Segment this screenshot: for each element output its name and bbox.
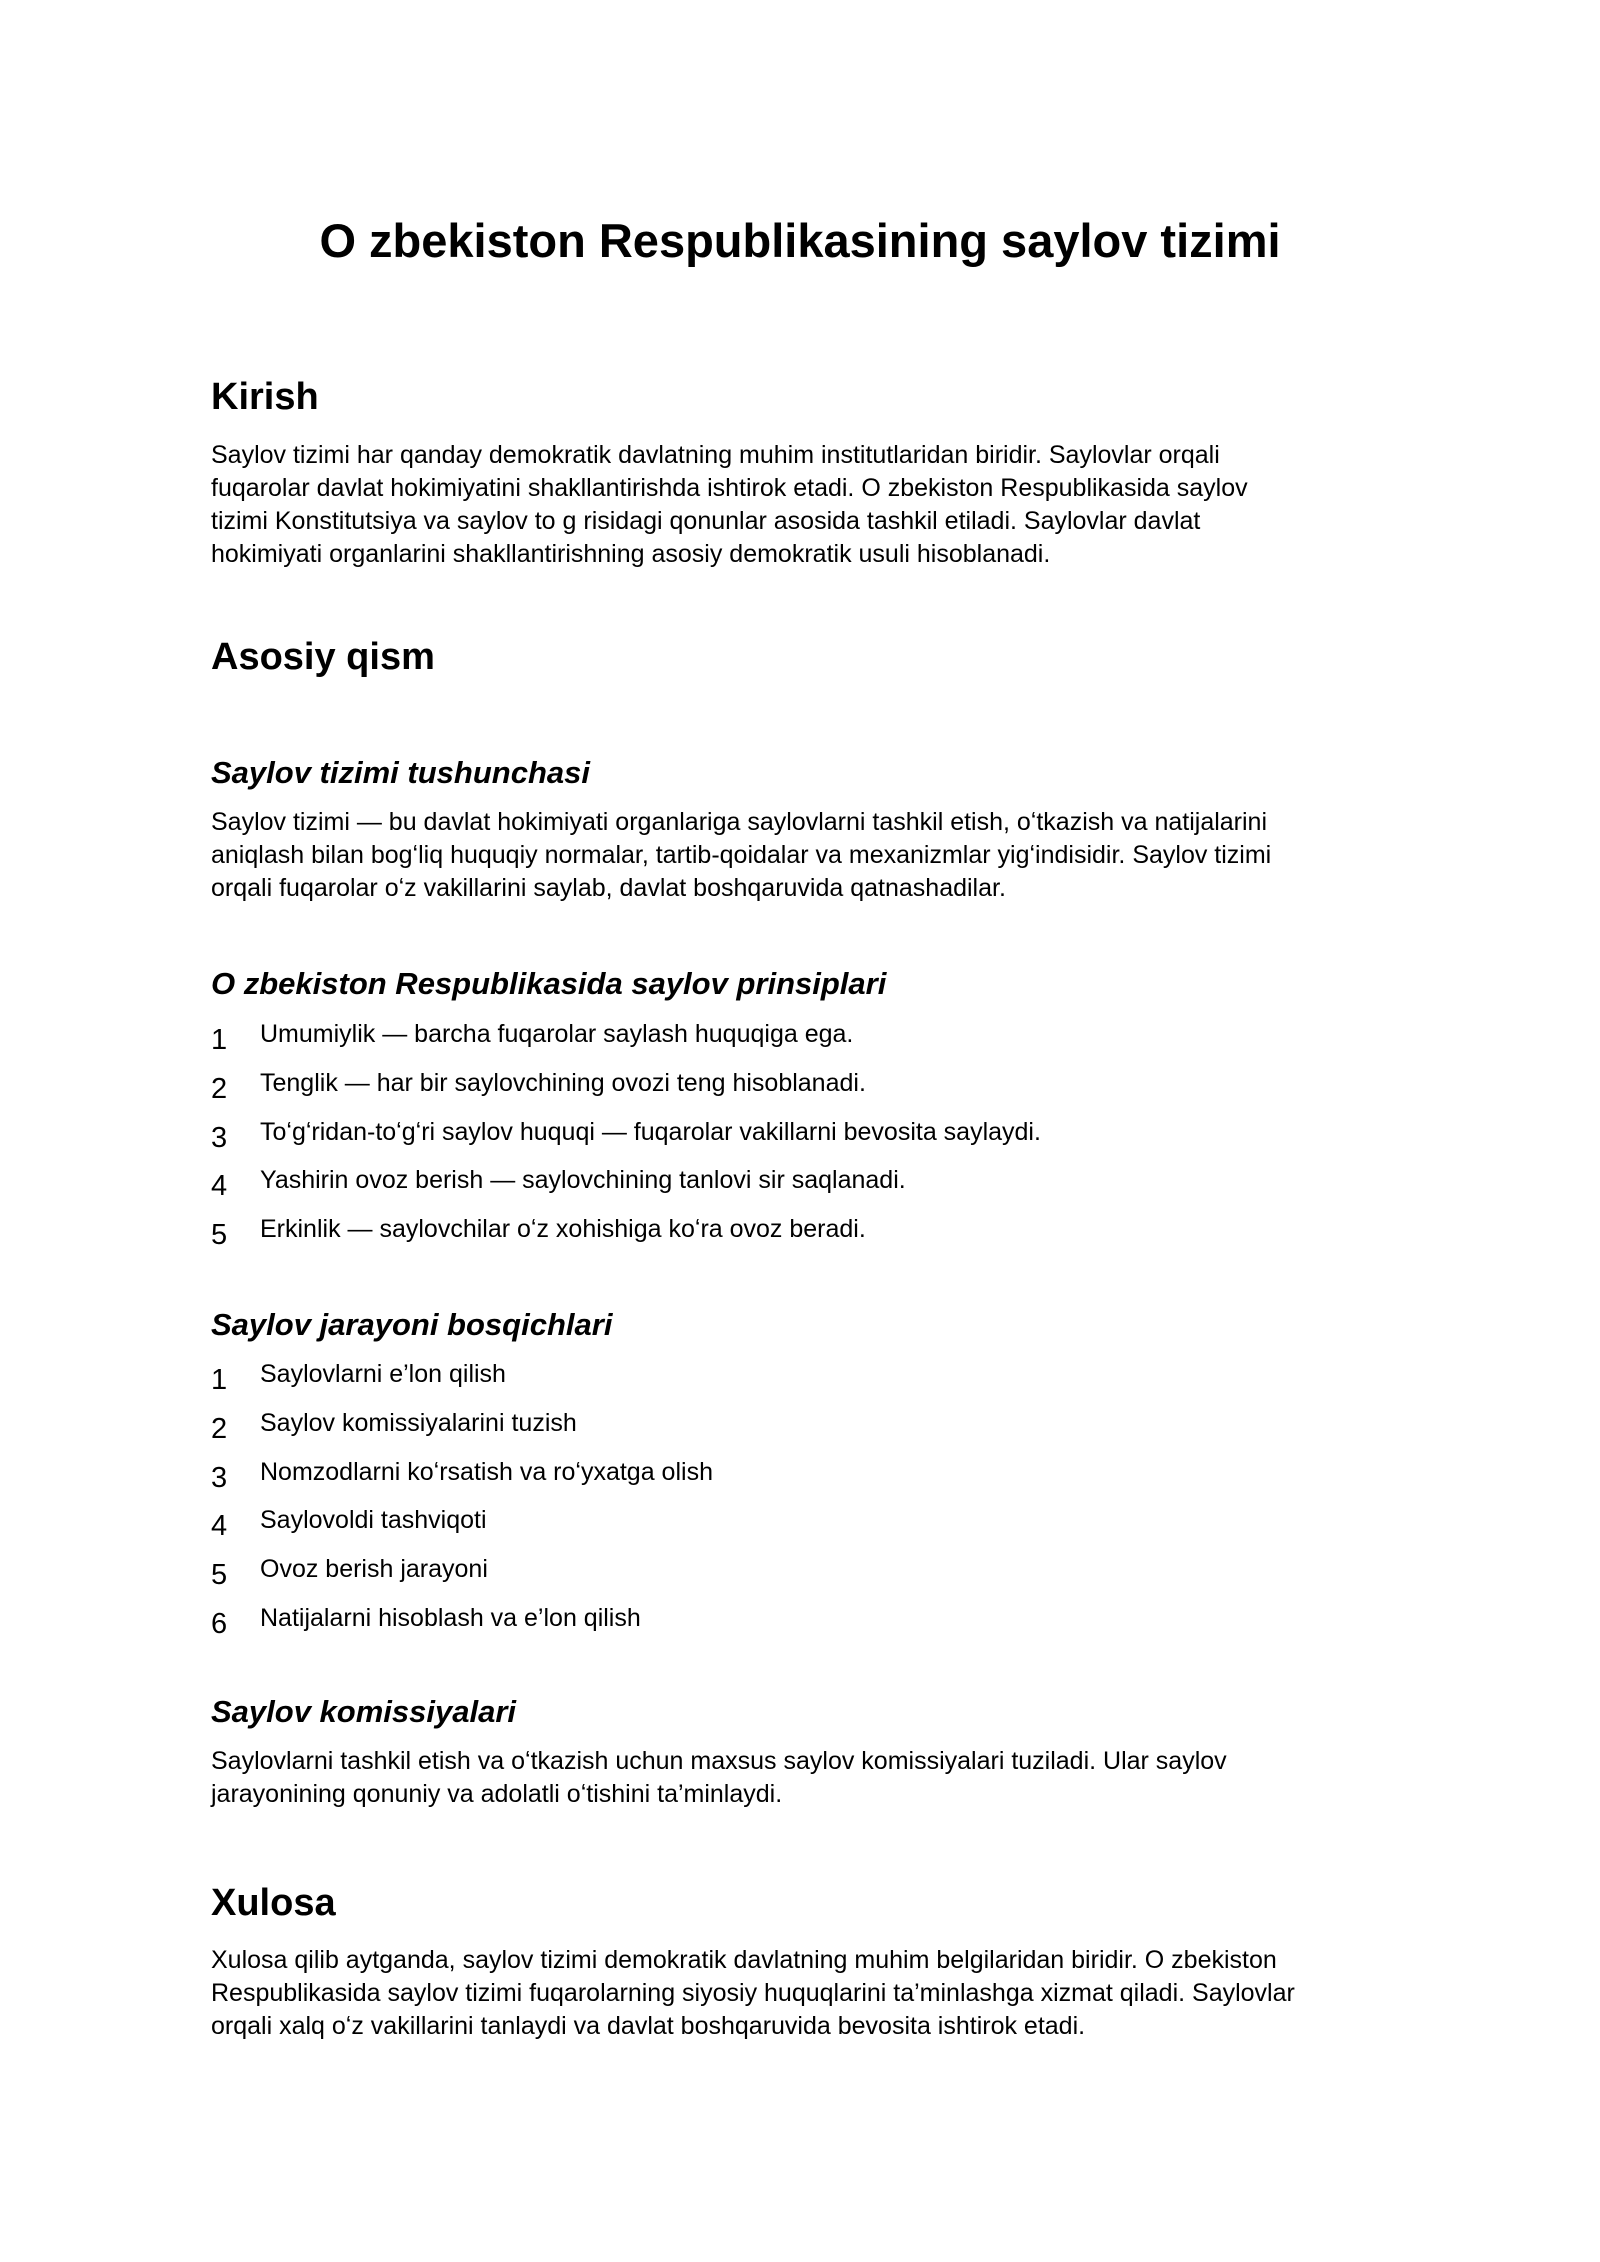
conclusion-paragraph — [211, 1944, 1396, 2043]
conclusion-line: Respublikasida saylov tizimi fuqarolarning siyosiy huquqlarini ta’minlashga xizmat qiladi. Saylovlar — [211, 1979, 1295, 2007]
list-item — [211, 1116, 1391, 1165]
list-number: 4 — [211, 1170, 228, 1203]
document-title: O zbekiston Respublikasining saylov tizimi — [319, 214, 1281, 267]
list-number: 2 — [211, 1072, 228, 1105]
commissions-heading: Saylov komissiyalari — [211, 1694, 517, 1729]
list-number: 1 — [211, 1364, 228, 1396]
list-text: Toʻgʻridan-toʻgʻri saylov huquqi — fuqarolar vakillarni bevosita saylaydi. — [260, 1117, 1041, 1146]
list-number: 3 — [211, 1461, 228, 1494]
list-number: 6 — [211, 1607, 228, 1640]
intro-paragraph — [211, 439, 1396, 571]
list-item — [211, 1504, 1391, 1553]
main-heading: Asosiy qism — [211, 636, 435, 678]
list-item — [211, 1456, 1391, 1505]
list-item — [211, 1407, 1391, 1456]
list-item — [211, 1018, 1391, 1067]
list-text: Saylov komissiyalarini tuzish — [260, 1408, 577, 1437]
concept-line: aniqlash bilan bogʻliq huquqiy normalar, tartib-qoidalar va mexanizmlar yigʻindisidir. Saylov tizimi — [211, 841, 1272, 869]
intro-line: tizimi Konstitutsiya va saylov to g risidagi qonunlar asosida tashkil etiladi. Saylovlar davlat — [211, 507, 1201, 535]
list-item — [211, 1067, 1391, 1116]
list-text: Umumiylik — barcha fuqarolar saylash huquqiga ega. — [260, 1020, 854, 1048]
list-text: Tenglik — har bir saylovchining ovozi teng hisoblanadi. — [260, 1068, 866, 1097]
commissions-line: jarayonining qonuniy va adolatli oʻtishini ta’minlaydi. — [211, 1780, 783, 1808]
list-text: Saylovlarni e’lon qilish — [260, 1360, 506, 1388]
list-number: 4 — [211, 1510, 228, 1543]
concept-line: orqali fuqarolar oʻz vakillarini saylab, davlat boshqaruvida qatnashadilar. — [211, 874, 1006, 902]
list-text: Nomzodlarni koʻrsatish va roʻyxatga olish — [260, 1457, 713, 1486]
intro-line: fuqarolar davlat hokimiyatini shakllantirishda ishtirok etadi. O zbekiston Respublikasida saylov — [211, 474, 1248, 502]
commissions-line: Saylovlarni tashkil etish va oʻtkazish uchun maxsus saylov komissiyalari tuziladi. Ular saylov — [211, 1747, 1227, 1775]
list-number: 5 — [211, 1219, 228, 1252]
concept-paragraph — [211, 806, 1396, 905]
stages-list — [211, 1358, 1391, 1651]
list-item — [211, 1358, 1391, 1407]
list-item — [211, 1213, 1391, 1262]
list-number: 2 — [211, 1412, 228, 1445]
list-text: Saylovoldi tashviqoti — [260, 1506, 487, 1535]
intro-line: hokimiyati organlarini shakllantirishning asosiy demokratik usuli hisoblanadi. — [211, 540, 1051, 568]
conclusion-heading: Xulosa — [211, 1882, 336, 1924]
list-item — [211, 1164, 1391, 1213]
list-number: 1 — [211, 1024, 228, 1056]
list-item — [211, 1553, 1391, 1602]
principles-heading: O zbekiston Respublikasida saylov prinsiplari — [211, 966, 887, 1001]
principles-list — [211, 1018, 1391, 1262]
list-item — [211, 1602, 1391, 1651]
list-text: Erkinlik — saylovchilar oʻz xohishiga koʻra ovoz beradi. — [260, 1215, 866, 1244]
commissions-paragraph — [211, 1745, 1396, 1811]
intro-line: Saylov tizimi har qanday demokratik davlatning muhim institutlaridan biridir. Saylovlar orqali — [211, 441, 1220, 469]
list-text: Yashirin ovoz berish — saylovchining tanlovi sir saqlanadi. — [260, 1166, 906, 1195]
concept-line: Saylov tizimi — bu davlat hokimiyati organlariga saylovlarni tashkil etish, oʻtkazish va natijalarini — [211, 808, 1268, 836]
list-number: 3 — [211, 1121, 228, 1154]
stages-heading: Saylov jarayoni bosqichlari — [211, 1307, 613, 1342]
intro-heading: Kirish — [211, 376, 319, 418]
concept-heading: Saylov tizimi tushunchasi — [211, 755, 590, 790]
conclusion-line: orqali xalq oʻz vakillarini tanlaydi va davlat boshqaruvida bevosita ishtirok etadi. — [211, 2012, 1086, 2040]
list-text: Ovoz berish jarayoni — [260, 1555, 488, 1584]
conclusion-line: Xulosa qilib aytganda, saylov tizimi demokratik davlatning muhim belgilaridan biridir. O zbekiston — [211, 1946, 1277, 1974]
list-text: Natijalarni hisoblash va e’lon qilish — [260, 1603, 641, 1632]
list-number: 5 — [211, 1559, 228, 1592]
